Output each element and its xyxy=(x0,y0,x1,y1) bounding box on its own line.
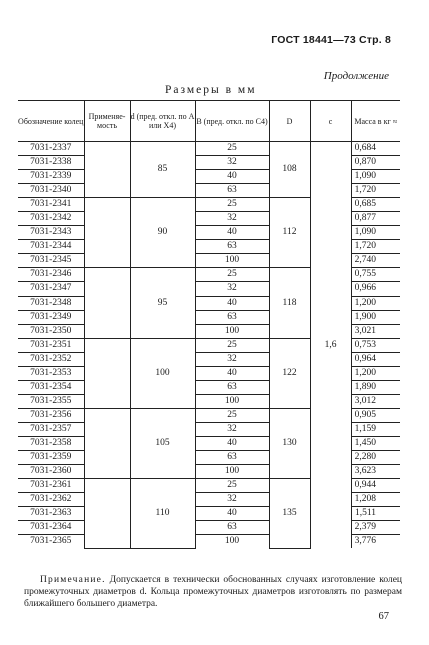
ring-code: 7031-2356 xyxy=(18,408,84,422)
table-header-row xyxy=(18,101,400,142)
chamfer-c-cell: 1,6 xyxy=(310,142,351,549)
width-b-cell: 25 xyxy=(195,408,269,422)
width-b-cell: 32 xyxy=(195,282,269,296)
ring-code: 7031-2364 xyxy=(18,521,84,535)
ring-code: 7031-2354 xyxy=(18,380,84,394)
mass-cell: 0,685 xyxy=(351,198,400,212)
mass-cell: 0,684 xyxy=(351,142,400,156)
outer-diameter-cell: 135 xyxy=(269,479,310,549)
ring-code: 7031-2347 xyxy=(18,282,84,296)
width-b-cell: 63 xyxy=(195,310,269,324)
rings-table xyxy=(18,100,400,549)
mass-cell: 3,623 xyxy=(351,465,400,479)
continuation-label: Продолжение xyxy=(323,70,389,82)
ring-code: 7031-2340 xyxy=(18,184,84,198)
width-b-cell: 40 xyxy=(195,170,269,184)
footnote-text: Допускается в технически обоснованных случаях изготовление колец промежуточных диаметров d. Кольца промежуточных диаметров изготовлять по размерам ближайшего большего диаметра. xyxy=(24,575,403,609)
width-b-cell: 63 xyxy=(195,240,269,254)
ring-code: 7031-2353 xyxy=(18,366,84,380)
mass-cell: 1,208 xyxy=(351,493,400,507)
ring-code: 7031-2349 xyxy=(18,310,84,324)
width-b-cell: 40 xyxy=(195,507,269,521)
table-row xyxy=(18,142,400,156)
width-b-cell: 40 xyxy=(195,296,269,310)
mass-cell: 2,280 xyxy=(351,451,400,465)
width-b-cell: 25 xyxy=(195,198,269,212)
col-header-applicability: Применяе-мость xyxy=(84,101,130,142)
ring-code: 7031-2357 xyxy=(18,422,84,436)
width-b-cell: 40 xyxy=(195,436,269,450)
mass-cell: 0,753 xyxy=(351,338,400,352)
footnote xyxy=(24,574,402,610)
width-b-cell: 100 xyxy=(195,535,269,549)
applicability-cell xyxy=(84,338,130,408)
inner-diameter-cell: 110 xyxy=(130,479,195,549)
inner-diameter-cell: 105 xyxy=(130,408,195,478)
ring-code: 7031-2361 xyxy=(18,479,84,493)
mass-cell: 0,755 xyxy=(351,268,400,282)
mass-cell: 2,740 xyxy=(351,254,400,268)
mass-cell: 1,900 xyxy=(351,310,400,324)
width-b-cell: 25 xyxy=(195,268,269,282)
col-header-mass: Масса в кг ≈ xyxy=(351,101,400,142)
width-b-cell: 40 xyxy=(195,226,269,240)
mass-cell: 0,905 xyxy=(351,408,400,422)
inner-diameter-cell: 100 xyxy=(130,338,195,408)
width-b-cell: 63 xyxy=(195,380,269,394)
mass-cell: 1,720 xyxy=(351,184,400,198)
mass-cell: 1,159 xyxy=(351,422,400,436)
outer-diameter-cell: 118 xyxy=(269,268,310,338)
ring-code: 7031-2350 xyxy=(18,324,84,338)
ring-code: 7031-2362 xyxy=(18,493,84,507)
mass-cell: 1,200 xyxy=(351,366,400,380)
width-b-cell: 100 xyxy=(195,324,269,338)
width-b-cell: 32 xyxy=(195,156,269,170)
width-b-cell: 25 xyxy=(195,479,269,493)
width-b-cell: 32 xyxy=(195,422,269,436)
ring-code: 7031-2360 xyxy=(18,465,84,479)
ring-code: 7031-2348 xyxy=(18,296,84,310)
ring-code: 7031-2352 xyxy=(18,352,84,366)
ring-code: 7031-2345 xyxy=(18,254,84,268)
page-number: 67 xyxy=(378,611,389,622)
ring-code: 7031-2341 xyxy=(18,198,84,212)
width-b-cell: 63 xyxy=(195,451,269,465)
width-b-cell: 25 xyxy=(195,338,269,352)
mass-cell: 3,021 xyxy=(351,324,400,338)
ring-code: 7031-2337 xyxy=(18,142,84,156)
mass-cell: 2,379 xyxy=(351,521,400,535)
ring-code: 7031-2358 xyxy=(18,436,84,450)
sizes-caption: Размеры в мм xyxy=(165,84,257,96)
applicability-cell xyxy=(84,408,130,478)
mass-cell: 0,877 xyxy=(351,212,400,226)
col-header-outer-d: D xyxy=(269,101,310,142)
col-header-c: c xyxy=(310,101,351,142)
ring-code: 7031-2365 xyxy=(18,535,84,549)
outer-diameter-cell: 112 xyxy=(269,198,310,268)
width-b-cell: 32 xyxy=(195,493,269,507)
ring-code: 7031-2351 xyxy=(18,338,84,352)
ring-code: 7031-2339 xyxy=(18,170,84,184)
mass-cell: 0,870 xyxy=(351,156,400,170)
applicability-cell xyxy=(84,479,130,549)
inner-diameter-cell: 95 xyxy=(130,268,195,338)
width-b-cell: 32 xyxy=(195,212,269,226)
width-b-cell: 63 xyxy=(195,521,269,535)
mass-cell: 1,450 xyxy=(351,436,400,450)
inner-diameter-cell: 85 xyxy=(130,142,195,198)
width-b-cell: 100 xyxy=(195,465,269,479)
ring-code: 7031-2346 xyxy=(18,268,84,282)
outer-diameter-cell: 130 xyxy=(269,408,310,478)
ring-code: 7031-2359 xyxy=(18,451,84,465)
col-header-d: d (пред. откл. по A или X4) xyxy=(130,101,195,142)
applicability-cell xyxy=(84,142,130,198)
width-b-cell: 100 xyxy=(195,254,269,268)
ring-code: 7031-2363 xyxy=(18,507,84,521)
ring-code: 7031-2344 xyxy=(18,240,84,254)
mass-cell: 1,090 xyxy=(351,170,400,184)
mass-cell: 1,890 xyxy=(351,380,400,394)
mass-cell: 1,511 xyxy=(351,507,400,521)
width-b-cell: 25 xyxy=(195,142,269,156)
outer-diameter-cell: 108 xyxy=(269,142,310,198)
ring-code: 7031-2355 xyxy=(18,394,84,408)
ring-code: 7031-2343 xyxy=(18,226,84,240)
applicability-cell xyxy=(84,268,130,338)
mass-cell: 1,090 xyxy=(351,226,400,240)
mass-cell: 1,200 xyxy=(351,296,400,310)
width-b-cell: 63 xyxy=(195,184,269,198)
ring-code: 7031-2342 xyxy=(18,212,84,226)
mass-cell: 3,012 xyxy=(351,394,400,408)
inner-diameter-cell: 90 xyxy=(130,198,195,268)
table-body xyxy=(18,142,400,549)
mass-cell: 0,964 xyxy=(351,352,400,366)
mass-cell: 3,776 xyxy=(354,536,376,547)
mass-cell: 0,966 xyxy=(351,282,400,296)
mass-cell: 0,944 xyxy=(351,479,400,493)
width-b-cell: 32 xyxy=(195,352,269,366)
width-b-cell: 100 xyxy=(195,394,269,408)
standard-header: ГОСТ 18441—73 Стр. 8 xyxy=(271,34,391,46)
mass-cell: 1,720 xyxy=(351,240,400,254)
applicability-cell xyxy=(84,198,130,268)
width-b-cell: 40 xyxy=(195,366,269,380)
outer-diameter-cell: 122 xyxy=(269,338,310,408)
col-header-code: Обозначение колец xyxy=(18,101,84,142)
footnote-label: Примечание. xyxy=(40,575,106,585)
col-header-b: B (пред. откл. по C4) xyxy=(195,101,269,142)
ring-code: 7031-2338 xyxy=(18,156,84,170)
